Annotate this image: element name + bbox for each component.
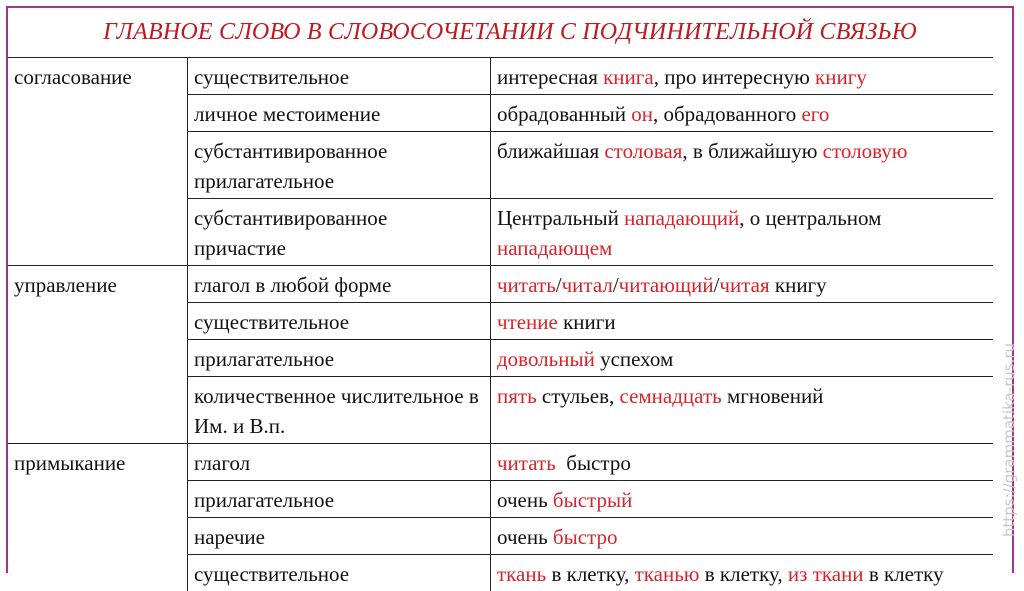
- table-row: [8, 58, 993, 95]
- watermark: [998, 320, 1020, 560]
- main-word-cell: глагол в любой форме: [188, 266, 491, 303]
- main-word-cell: количественное числительное в Им. и В.п.: [188, 377, 491, 444]
- main-word-cell: существительное: [188, 303, 491, 340]
- example-cell: очень быстро: [491, 518, 994, 555]
- main-word-cell: субстантивированное прилагательное: [188, 132, 491, 199]
- example-cell: чтение книги: [491, 303, 994, 340]
- table-row: [8, 444, 993, 481]
- main-word-cell: существительное: [188, 555, 491, 591]
- main-word-cell: наречие: [188, 518, 491, 555]
- connection-type-cell: примыкание: [8, 444, 188, 591]
- example-cell: очень быстрый: [491, 481, 994, 518]
- connection-type-cell: управление: [8, 266, 188, 444]
- page-title: ГЛАВНОЕ СЛОВО В СЛОВОСОЧЕТАНИИ С ПОДЧИНИТЕЛЬНОЙ СВЯЗЬЮ: [8, 8, 1012, 56]
- main-word-cell: личное местоимение: [188, 95, 491, 132]
- main-word-cell: субстантивированное причастие: [188, 199, 491, 266]
- example-cell: ближайшая столовая, в ближайшую столовую: [491, 132, 994, 199]
- example-cell: пять стульев, семнадцать мгновений: [491, 377, 994, 444]
- main-word-cell: прилагательное: [188, 340, 491, 377]
- connection-type-cell: согласование: [8, 58, 188, 266]
- example-cell: читать быстро: [491, 444, 994, 481]
- example-cell: обрадованный он, обрадованного его: [491, 95, 994, 132]
- main-word-cell: глагол: [188, 444, 491, 481]
- example-cell: ткань в клетку, тканью в клетку, из ткани в клетку: [491, 555, 994, 591]
- example-cell: довольный успехом: [491, 340, 994, 377]
- table-row: [8, 266, 993, 303]
- example-cell: читать/читал/читающий/читая книгу: [491, 266, 994, 303]
- example-cell: Центральный нападающий, о центральном нападающем: [491, 199, 994, 266]
- watermark-text: https://grammatika-rus.ru: [1000, 343, 1018, 537]
- main-word-cell: существительное: [188, 58, 491, 95]
- example-cell: интересная книга, про интересную книгу: [491, 58, 994, 95]
- main-word-cell: прилагательное: [188, 481, 491, 518]
- grammar-table: [8, 57, 993, 591]
